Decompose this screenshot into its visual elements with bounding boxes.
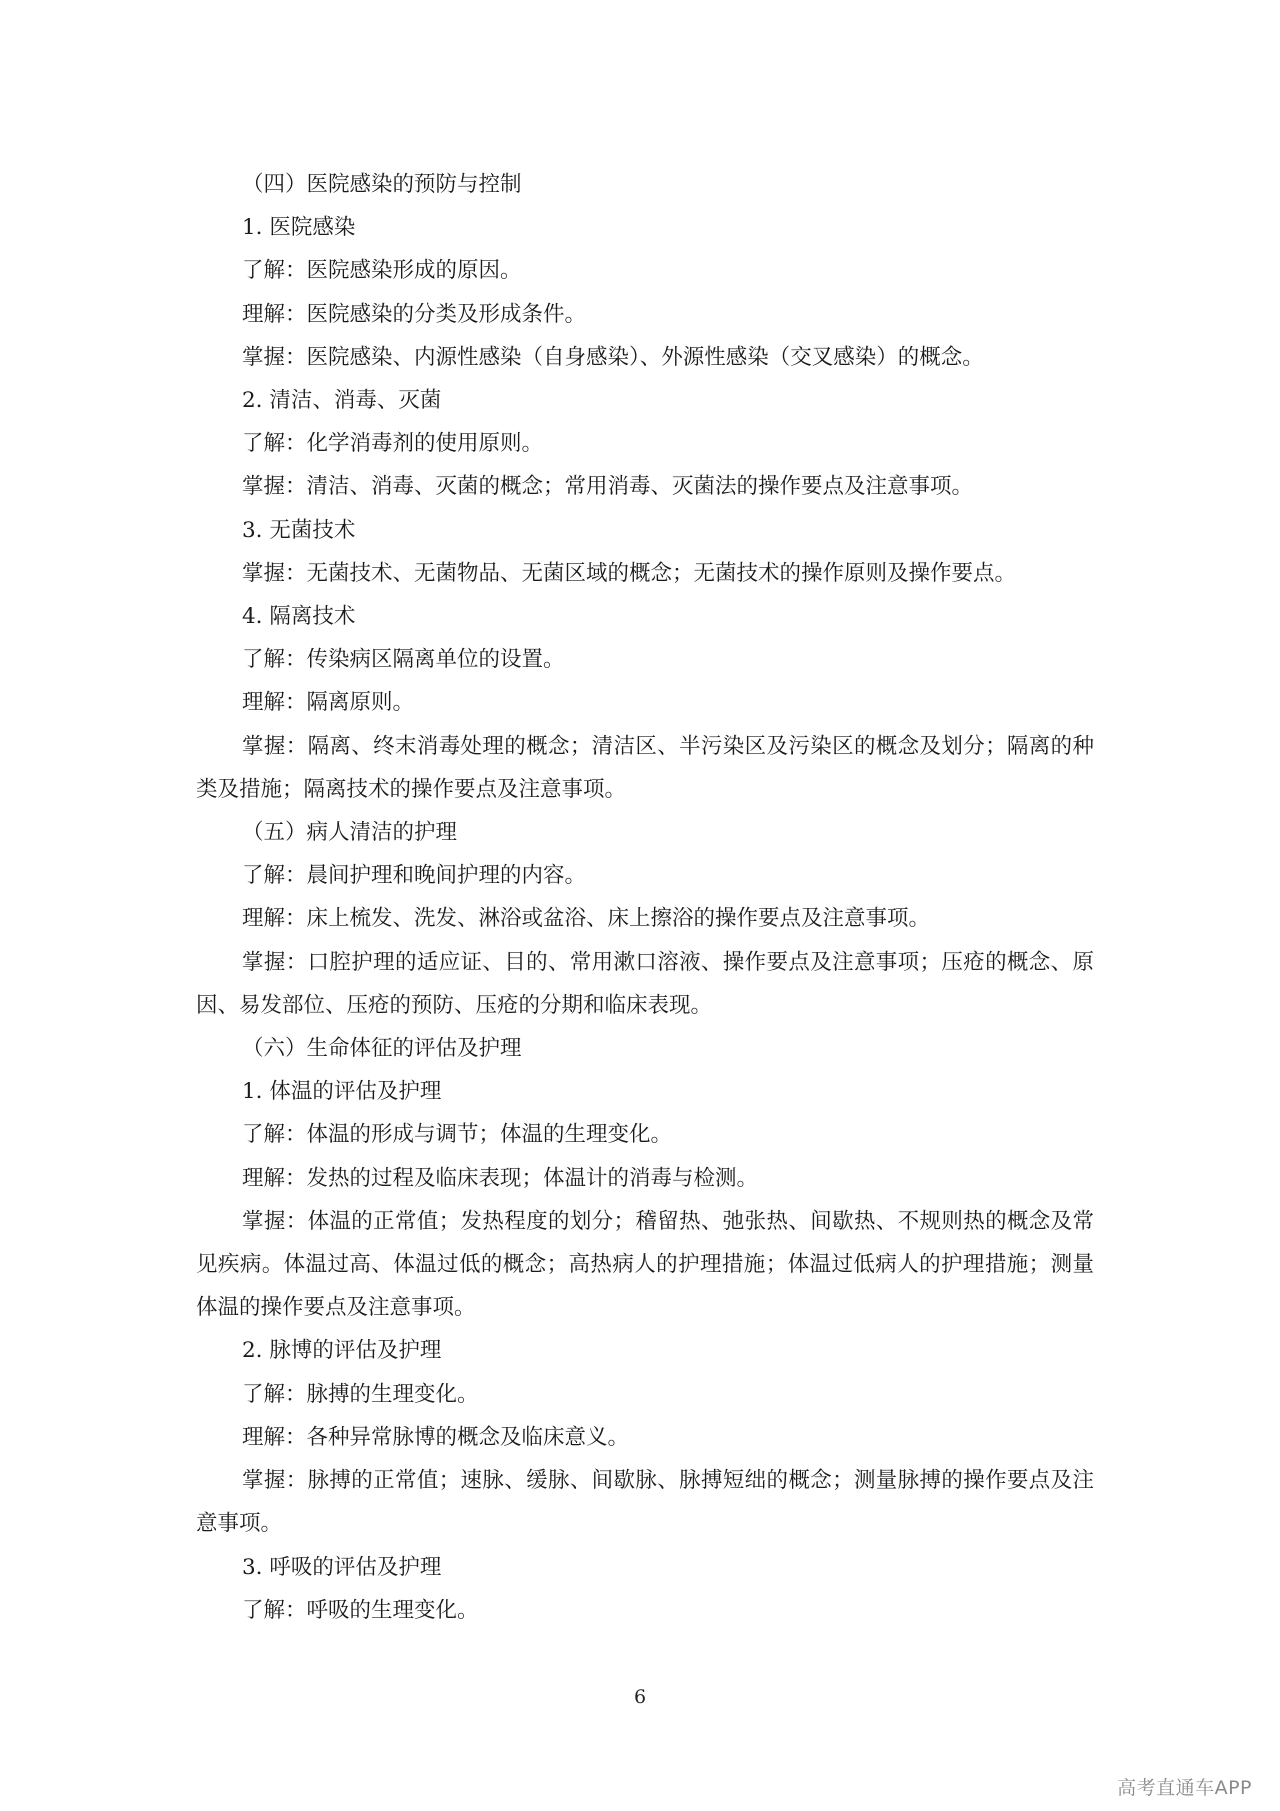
section-heading: （五）病人清洁的护理 — [242, 820, 458, 846]
subsection-heading: 1. 体温的评估及护理 — [242, 1079, 442, 1105]
paragraph: 掌握：体温的正常值；发热程度的划分；稽留热、弛张热、间歇热、不规则热的概念及常见疾病。体温过高、体温过低的概念；高热病人的护理措施；体温过低病人的护理措施；测量体温的操作要点及注意事项。 — [196, 1208, 1094, 1321]
section-heading: （四）医院感染的预防与控制 — [242, 172, 522, 197]
paragraph: 掌握：隔离、终末消毒处理的概念；清洁区、半污染区及污染区的概念及划分；隔离的种类及措施；隔离技术的操作要点及注意事项。 — [196, 733, 1094, 802]
paragraph: 了解：晨间护理和晚间护理的内容。 — [242, 863, 587, 889]
subsection-heading: 2. 脉博的评估及护理 — [242, 1338, 442, 1364]
subsection-heading: 3. 呼吸的评估及护理 — [242, 1554, 442, 1580]
paragraph: 掌握：脉搏的正常值；速脉、缓脉、间歇脉、脉搏短绌的概念；测量脉搏的操作要点及注意事项。 — [196, 1468, 1094, 1537]
section-heading: （六）生命体征的评估及护理 — [242, 1036, 522, 1062]
watermark: 高考直通车APP — [1117, 1777, 1252, 1799]
paragraph: 掌握：口腔护理的适应证、目的、常用漱口溶液、操作要点及注意事项；压疮的概念、原因、易发部位、压疮的预防、压疮的分期和临床表现。 — [196, 949, 1094, 1018]
document-body — [196, 163, 1094, 1632]
paragraph: 理解：各种异常脉博的概念及临床意义。 — [242, 1424, 630, 1450]
paragraph: 了解：脉搏的生理变化。 — [242, 1381, 479, 1407]
page-number: 6 — [633, 1686, 647, 1708]
paragraph: 了解：医院感染形成的原因。 — [242, 258, 522, 284]
paragraph: 理解：发热的过程及临床表现；体温计的消毒与检测。 — [242, 1165, 759, 1191]
paragraph: 理解：隔离原则。 — [242, 690, 415, 716]
subsection-heading: 2. 清洁、消毒、灭菌 — [242, 388, 442, 414]
paragraph: 掌握：无菌技术、无菌物品、无菌区域的概念；无菌技术的操作原则及操作要点。 — [242, 560, 1017, 586]
subsection-heading: 1. 医院感染 — [242, 215, 356, 241]
paragraph: 掌握：清洁、消毒、灭菌的概念；常用消毒、灭菌法的操作要点及注意事项。 — [242, 474, 974, 500]
paragraph: 理解：医院感染的分类及形成条件。 — [242, 301, 587, 327]
paragraph: 掌握：医院感染、内源性感染（自身感染）、外源性感染（交叉感染）的概念。 — [242, 344, 984, 370]
subsection-heading: 4. 隔离技术 — [242, 604, 356, 630]
paragraph: 了解：体温的形成与调节；体温的生理变化。 — [242, 1122, 673, 1148]
paragraph: 了解：化学消毒剂的使用原则。 — [242, 431, 544, 457]
paragraph: 了解：呼吸的生理变化。 — [242, 1597, 479, 1623]
paragraph: 了解：传染病区隔离单位的设置。 — [242, 647, 565, 673]
subsection-heading: 3. 无菌技术 — [242, 517, 356, 543]
paragraph: 理解：床上梳发、洗发、淋浴或盆浴、床上擦浴的操作要点及注意事项。 — [242, 906, 931, 932]
